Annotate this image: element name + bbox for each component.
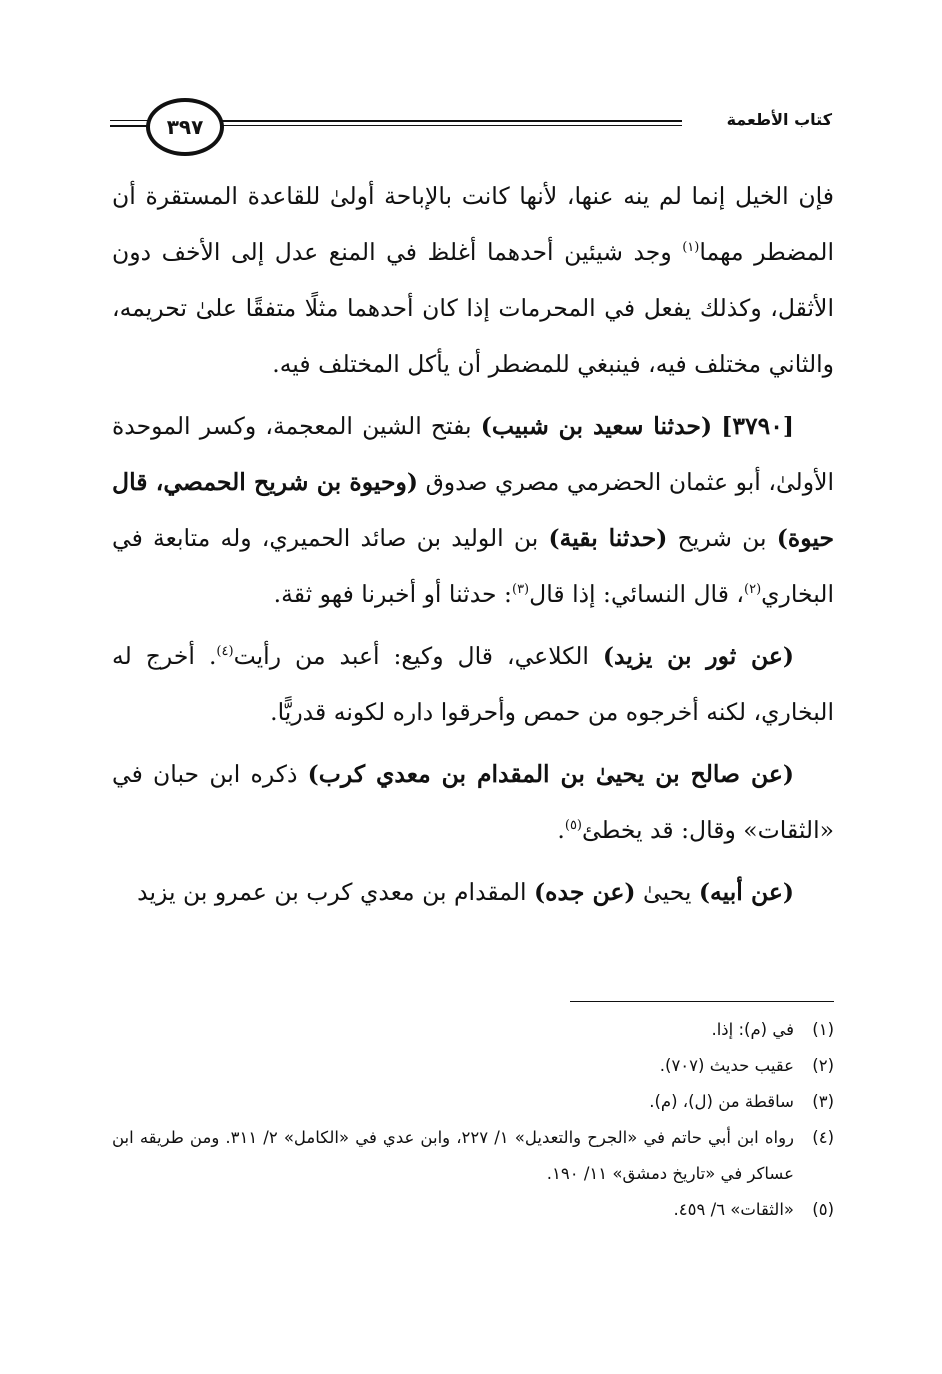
footnote-text: في (م): إذا.: [711, 1020, 794, 1039]
p4-text-1: ذكره ابن حبان في «الثقات» وقال: قد يخطئ: [112, 760, 834, 844]
p4-bold-1: (عن صالح بن يحيىٰ بن المقدام بن معدي كرب): [307, 760, 794, 788]
footnotes: [112, 1012, 834, 1228]
footnote-text: عقيب حديث (٧٠٧).: [659, 1056, 794, 1075]
p1-line-4: علىٰ تحريمه، والثاني مختلف فيه، فينبغي للمضطر أن يأكل المختلف: [112, 294, 834, 378]
paragraph-5: [112, 864, 834, 920]
p1-line-5: فيه.: [272, 350, 311, 378]
footnote-number: (٢): [812, 1056, 834, 1075]
footnote-item: [112, 1012, 834, 1048]
footnote-number: (٥): [812, 1200, 834, 1219]
footnote-item: [112, 1120, 834, 1192]
p2-text-2: بن شريح: [667, 524, 777, 552]
footnote-ref-3: (٣): [511, 582, 530, 598]
chapter-title: كتاب الأطعمة: [726, 110, 832, 129]
paragraph-1: [112, 168, 834, 392]
page-number: ٣٩٧: [166, 115, 204, 139]
footnote-item: [112, 1084, 834, 1120]
paragraph-4: [112, 746, 834, 858]
paragraph-2: [112, 398, 834, 622]
paragraph-3: [112, 628, 834, 740]
footnote-number: (١): [812, 1020, 834, 1039]
footnote-ref-5: (٥): [564, 818, 582, 834]
p2-text-1: بفتح الشين المعجمة، وكسر الموحدة الأولىٰ، أبو عثمان الحضرمي مصري صدوق: [112, 412, 834, 496]
header-rule-right-thin: [220, 125, 682, 126]
footnote-ref-1: (١): [682, 240, 700, 256]
footnote-ref-4: (٤): [216, 644, 234, 660]
p1-line-2a: أن المضطر مهما: [112, 182, 834, 266]
footnote-separator: [570, 1001, 834, 1002]
footnote-text: ساقطة من (ل)، (م).: [649, 1092, 794, 1111]
p3-text-2: . أخرج له البخاري، لكنه أخرجوه من حمص وأحرقوا داره لكونه قدريًّا.: [112, 642, 834, 726]
p3-bold-1: (عن ثور بن يزيد): [602, 642, 794, 670]
footnote-text: رواه ابن أبي حاتم في «الجرح والتعديل» ١/ ٢٢٧، وابن عدي في «الكامل» ٢/ ٣١١. ومن طريقه ابن عساكر في «تاريخ دمشق» ١١/ ١٩٠.: [112, 1128, 795, 1183]
p2-text-3: بن الوليد بن صائد الحميري، وله متابعة في البخاري: [112, 524, 834, 608]
footnote-number: (٤): [812, 1128, 834, 1147]
p2-bold-3: (حدثنا بقية): [548, 524, 668, 552]
p2-text-5: : حدثنا أو أخبرنا فهو ثقة.: [273, 580, 512, 608]
header-rule-right: [220, 120, 682, 122]
p5-text-2: المقدام بن معدي كرب بن عمرو بن يزيد: [137, 878, 535, 906]
p3-text-1: الكلاعي، قال وكيع: أعبد من رأيت: [233, 642, 603, 670]
p2-text-4: ، قال النسائي: إذا قال: [529, 580, 744, 608]
footnote-number: (٣): [812, 1092, 834, 1111]
p5-text-1: يحيىٰ: [635, 878, 699, 906]
footnote-text: «الثقات» ٦/ ٤٥٩.: [673, 1200, 794, 1219]
p4-text-2: .: [557, 816, 565, 844]
page-header: [110, 90, 832, 170]
p2-bold-2: (وحيوة بن شريح الحمصي، قال حيوة): [112, 468, 834, 552]
p1-line-2b: وجد شيئين أحدهما أغلظ في المنع عدل إلى الأخف: [161, 238, 683, 266]
main-text: [112, 168, 834, 926]
hadith-number: [٣٧٩٠]: [721, 412, 794, 440]
p5-bold-1: (عن أبيه): [698, 878, 794, 906]
footnote-ref-2: (٢): [744, 582, 762, 598]
p1-line-3: دون الأثقل، وكذلك يفعل في المحرمات إذا كان أحدهما مثلًا متفقًا: [112, 238, 834, 322]
p1-line-1: فإن الخيل إنما لم ينه عنها، لأنها كانت بالإباحة أولىٰ للقاعدة المستقرة: [145, 182, 834, 210]
p2-bold-1: (حدثنا سعيد بن شبيب): [480, 412, 713, 440]
page-number-badge: [146, 98, 224, 156]
p5-bold-2: (عن جده): [534, 878, 636, 906]
footnote-item: [112, 1192, 834, 1228]
footnote-item: [112, 1048, 834, 1084]
